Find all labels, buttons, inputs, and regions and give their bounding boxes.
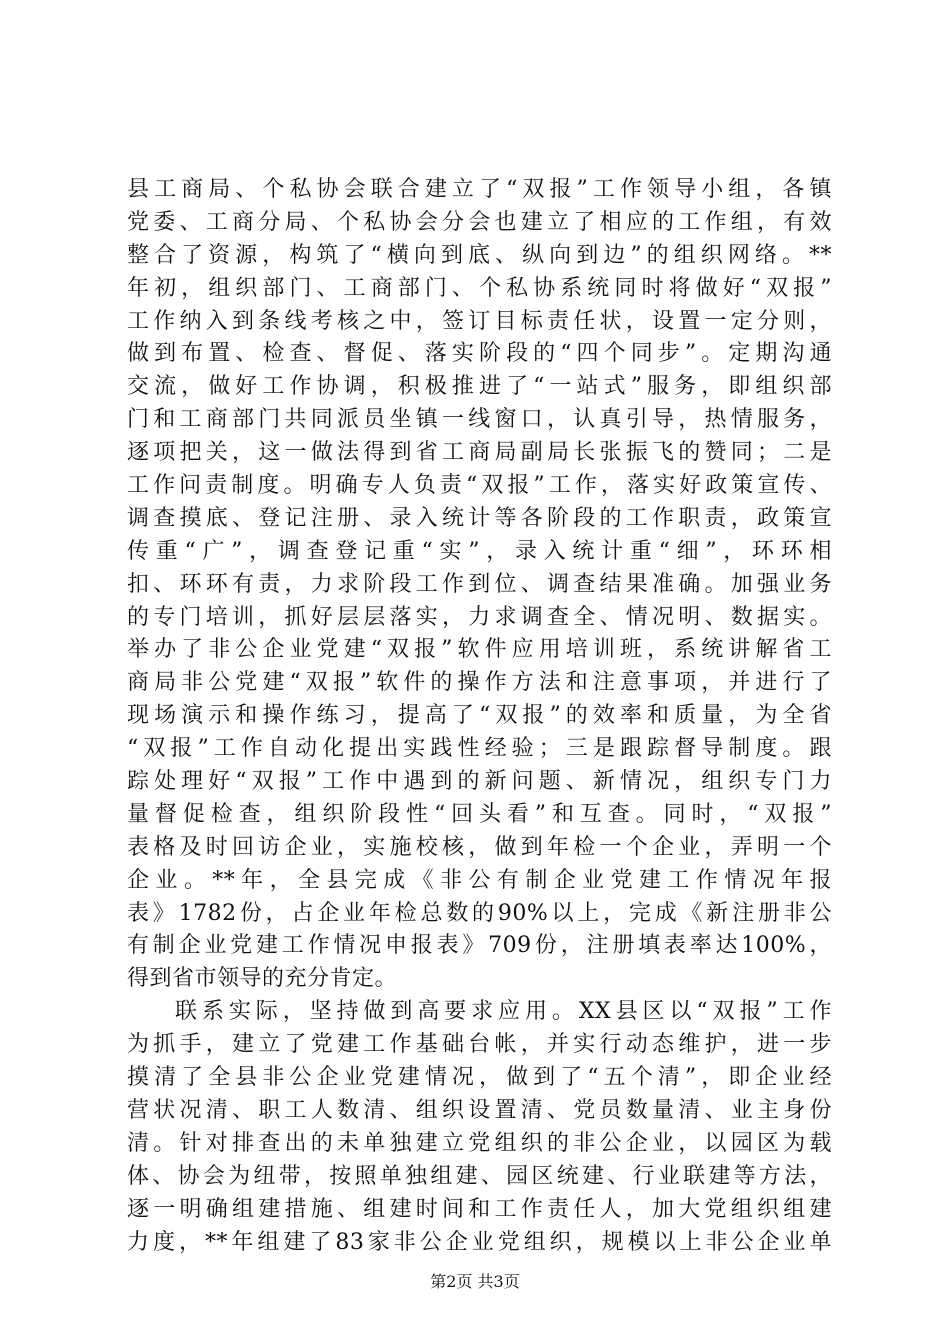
text-line: 扣、环环有责，力求阶段工作到位、调查结果准确。加强业务 (127, 571, 832, 597)
text-line: 清。针对排查出的未单独建立党组织的非公企业，以园区为载 (127, 1130, 832, 1156)
text-line: 商局非公党建“双报”软件的操作方法和注意事项，并进行了 (127, 670, 832, 696)
text-line: 整合了资源，构筑了“横向到底、纵向到边”的组织网络。** (127, 242, 832, 268)
text-line: 得到省市领导的充分肯定。 (127, 966, 398, 992)
text-line: 体、协会为纽带，按照单独组建、园区统建、行业联建等方法， (127, 1163, 832, 1189)
text-line: 逐一明确组建措施、组建时间和工作责任人，加大党组织组建 (127, 1196, 832, 1222)
text-line: “双报”工作自动化提出实践性经验；三是跟踪督导制度。跟 (127, 736, 832, 762)
text-line: 有制企业党建工作情况申报表》709份，注册填表率达100%， (127, 933, 832, 959)
text-line: 为抓手，建立了党建工作基础台帐，并实行动态维护，进一步 (127, 1032, 832, 1058)
text-line: 年初，组织部门、工商部门、个私协系统同时将做好“双报” (127, 275, 832, 301)
text-line: 做到布置、检查、督促、落实阶段的“四个同步”。定期沟通 (127, 341, 832, 367)
text-line: 踪处理好“双报”工作中遇到的新问题、新情况，组织专门力 (127, 769, 832, 795)
text-line: 调查摸底、登记注册、录入统计等各阶段的工作职责，政策宣 (127, 505, 832, 531)
page-footer: 第2页 共3页 (430, 1272, 520, 1291)
text-line: 党委、工商分局、个私协会分会也建立了相应的工作组，有效 (127, 209, 832, 235)
text-line: 摸清了全县非公企业党建情况，做到了“五个清”，即企业经 (127, 1065, 832, 1091)
text-line: 门和工商部门共同派员坐镇一线窗口，认真引导，热情服务， (127, 407, 832, 433)
text-line: 企业。**年，全县完成《非公有制企业党建工作情况年报 (127, 867, 832, 893)
text-line: 交流，做好工作协调，积极推进了“一站式”服务，即组织部 (127, 374, 832, 400)
text-line: 营状况清、职工人数清、组织设置清、党员数量清、业主身份 (127, 1097, 832, 1123)
paragraph-start-line: 联系实际，坚持做到高要求应用。XX县区以“双报”工作 (175, 999, 832, 1025)
text-line: 的专门培训，抓好层层落实，力求调查全、情况明、数据实。 (127, 604, 832, 630)
body-text (127, 174, 832, 1259)
text-line: 表格及时回访企业，实施校核，做到年检一个企业，弄明一个 (127, 834, 832, 860)
text-line: 县工商局、个私协会联合建立了“双报”工作领导小组，各镇 (127, 177, 832, 202)
text-line: 表》1782份，占企业年检总数的90%以上，完成《新注册非公 (127, 900, 832, 926)
text-line: 量督促检查，组织阶段性“回头看”和互查。同时，“双报” (127, 801, 832, 827)
text-line: 力度，**年组建了83家非公企业党组织，规模以上非公企业单 (127, 1229, 832, 1255)
text-line: 举办了非公企业党建“双报”软件应用培训班，系统讲解省工 (127, 637, 832, 663)
text-line: 工作问责制度。明确专人负责“双报”工作，落实好政策宣传、 (127, 473, 832, 499)
text-line: 传重“广”，调查登记重“实”，录入统计重“细”，环环相 (127, 538, 832, 564)
text-line: 工作纳入到条线考核之中，签订目标责任状，设置一定分则， (127, 308, 832, 334)
text-line: 逐项把关，这一做法得到省工商局副局长张振飞的赞同；二是 (127, 440, 832, 466)
text-line: 现场演示和操作练习，提高了“双报”的效率和质量，为全省 (127, 703, 832, 729)
